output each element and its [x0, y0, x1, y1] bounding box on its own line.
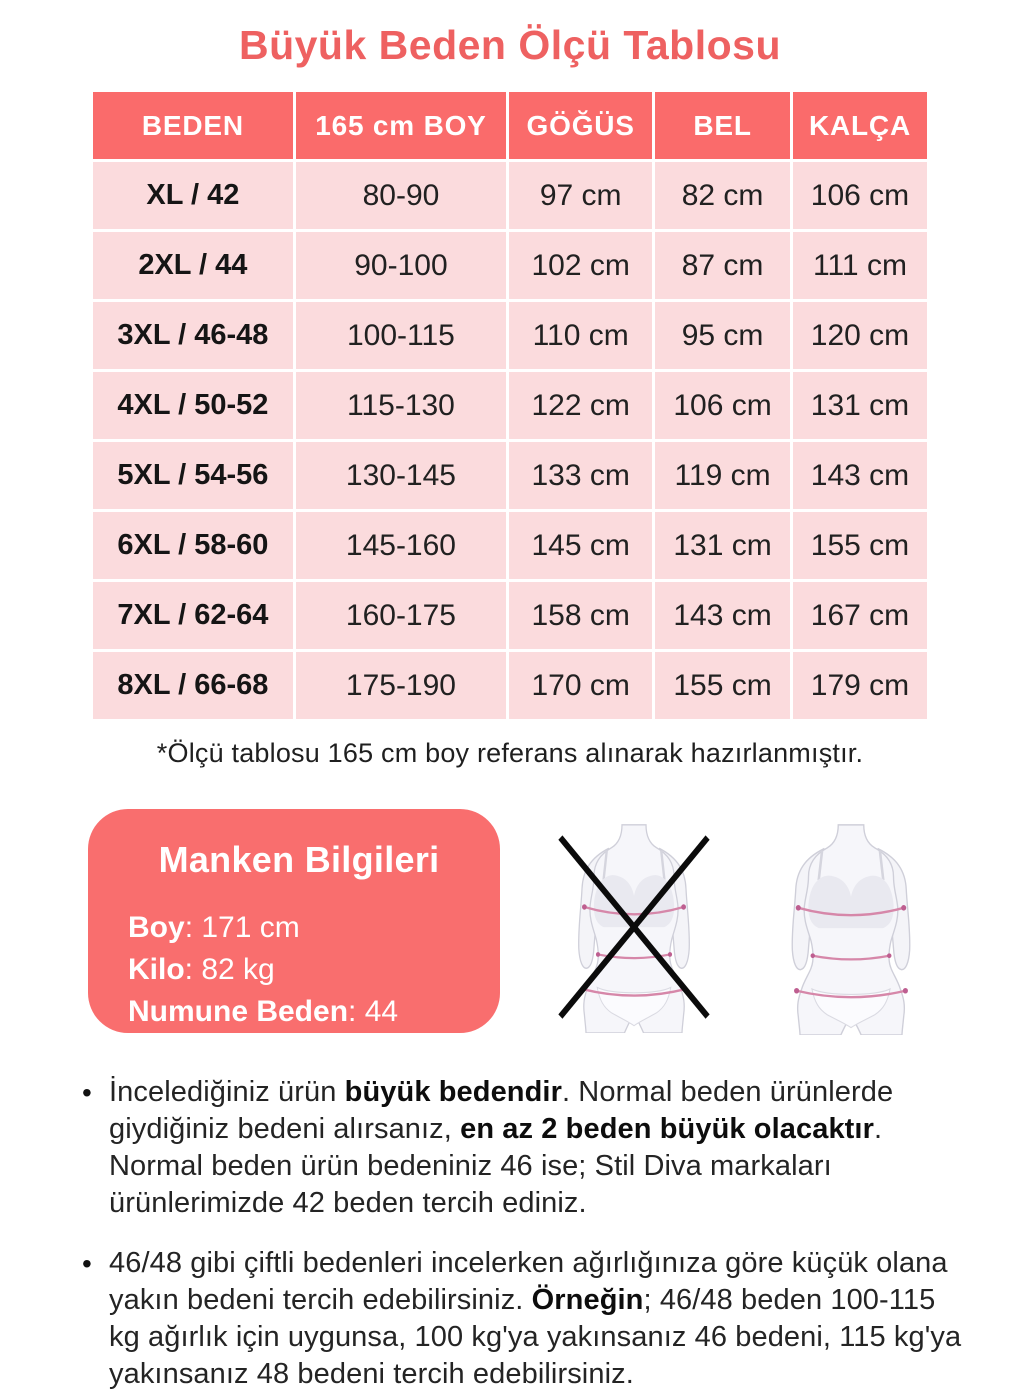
measure-cell: 115-130 — [296, 372, 506, 439]
size-cell: 8XL / 66-68 — [93, 652, 293, 719]
body-measurement-figure-icon — [766, 823, 936, 1035]
model-info-field: Kilo: 82 kg — [128, 953, 275, 986]
measure-cell: 106 cm — [655, 372, 790, 439]
size-cell: 5XL / 54-56 — [93, 442, 293, 509]
column-header: BEL — [655, 92, 790, 159]
table-row — [93, 302, 927, 369]
measure-cell: 97 cm — [509, 162, 652, 229]
measure-cell: 110 cm — [509, 302, 652, 369]
note-item — [82, 1074, 962, 1222]
measure-cell: 82 cm — [655, 162, 790, 229]
page-title: Büyük Beden Ölçü Tablosu — [238, 22, 782, 68]
correct-figure — [766, 823, 936, 1040]
size-cell: 6XL / 58-60 — [93, 512, 293, 579]
measure-cell: 143 cm — [655, 582, 790, 649]
measure-cell: 95 cm — [655, 302, 790, 369]
measure-cell: 106 cm — [793, 162, 927, 229]
table-row — [93, 582, 927, 649]
table-footnote: *Ölçü tablosu 165 cm boy referans alınarak hazırlanmıştır. — [156, 738, 864, 768]
note-text: İncelediğiniz ürün büyük bedendir. Normal beden ürünlerde giydiğiniz bedeni alırsanız, en az 2 beden büyük olacaktır. Normal beden ürün bedeniniz 46 ise; Stil Diva markaları ürünlerimizde 42 beden tercih ediniz. — [109, 1076, 894, 1219]
column-header: KALÇA — [793, 92, 927, 159]
measure-cell: 102 cm — [509, 232, 652, 299]
measure-cell: 170 cm — [509, 652, 652, 719]
measure-cell: 175-190 — [296, 652, 506, 719]
measure-cell: 145 cm — [509, 512, 652, 579]
bullet-icon: • — [82, 1248, 92, 1279]
measure-cell: 167 cm — [793, 582, 927, 649]
size-table — [90, 89, 930, 722]
measurement-figures — [554, 809, 936, 1040]
model-info-card — [88, 809, 500, 1033]
measure-cell: 145-160 — [296, 512, 506, 579]
model-info-section — [88, 809, 1020, 1040]
wrong-figure — [554, 823, 714, 1040]
note-text: 46/48 gibi çiftli bedenleri incelerken ağırlığınıza göre küçük olana yakın bedeni tercih edebilirsiniz. Örneğin; 46/48 beden 100-115 kg ağırlık için uygunsa, 100 kg'ya yakınsanız 46 bedeni, 115 kg'ya yakınsanız 48 bedeni tercih edebilirsiniz. — [109, 1247, 962, 1390]
table-row — [93, 232, 927, 299]
measure-cell: 80-90 — [296, 162, 506, 229]
size-table-container — [90, 89, 930, 722]
measure-cell: 179 cm — [793, 652, 927, 719]
measure-cell: 158 cm — [509, 582, 652, 649]
column-header: BEDEN — [93, 92, 293, 159]
measure-cell: 100-115 — [296, 302, 506, 369]
crossed-out-body-figure-icon — [554, 823, 714, 1033]
model-info-field: Numune Beden: 44 — [128, 995, 399, 1028]
size-cell: 7XL / 62-64 — [93, 582, 293, 649]
table-row — [93, 652, 927, 719]
model-info-fields — [128, 907, 470, 1033]
size-cell: 4XL / 50-52 — [93, 372, 293, 439]
size-cell: XL / 42 — [93, 162, 293, 229]
column-header: GÖĞÜS — [509, 92, 652, 159]
measure-cell: 87 cm — [655, 232, 790, 299]
size-cell: 3XL / 46-48 — [93, 302, 293, 369]
notes-list — [82, 1074, 962, 1393]
note-item — [82, 1245, 962, 1393]
measure-cell: 122 cm — [509, 372, 652, 439]
measure-cell: 155 cm — [793, 512, 927, 579]
column-header: 165 cm BOY — [296, 92, 506, 159]
measure-cell: 131 cm — [655, 512, 790, 579]
table-row — [93, 512, 927, 579]
measure-cell: 111 cm — [793, 232, 927, 299]
measure-cell: 131 cm — [793, 372, 927, 439]
model-info-field: Boy: 171 cm — [128, 911, 300, 944]
measure-cell: 155 cm — [655, 652, 790, 719]
bullet-icon: • — [82, 1077, 92, 1108]
measure-cell: 130-145 — [296, 442, 506, 509]
measure-cell: 90-100 — [296, 232, 506, 299]
table-row — [93, 372, 927, 439]
table-row — [93, 162, 927, 229]
size-cell: 2XL / 44 — [93, 232, 293, 299]
measure-cell: 120 cm — [793, 302, 927, 369]
table-header-row — [93, 92, 927, 159]
measure-cell: 133 cm — [509, 442, 652, 509]
table-row — [93, 442, 927, 509]
measure-cell: 119 cm — [655, 442, 790, 509]
measure-cell: 143 cm — [793, 442, 927, 509]
model-info-title: Manken Bilgileri — [158, 839, 440, 880]
measure-cell: 160-175 — [296, 582, 506, 649]
